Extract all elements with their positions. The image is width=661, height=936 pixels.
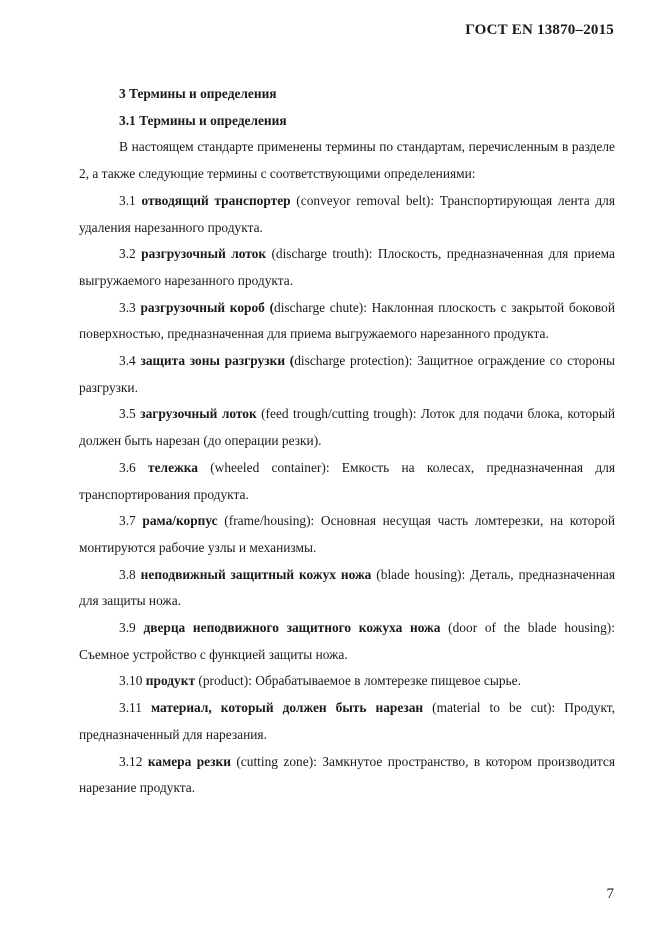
term-definition: (blade housing): Деталь, предназначенная для защиты ножа. [79, 566, 615, 609]
term-name: тележка [148, 459, 198, 475]
term-paragraph [79, 749, 615, 802]
term-definition: (discharge trouth): Плоскость, предназначенная для приема выгружаемого нарезанного продукта. [79, 246, 615, 288]
term-definition: discharge protection): Защитное ограждение со стороны разгрузки. [79, 353, 615, 395]
term-definition: (material to be cut): Продукт, предназначенный для нарезания. [79, 700, 615, 742]
term-name: рама/корпус [142, 513, 218, 529]
term-number: 3.4 [119, 353, 136, 369]
document-header: ГОСТ EN 13870–2015 [465, 22, 614, 38]
term-name: материал, который должен быть нарезан [151, 700, 424, 716]
term-name: загрузочный лоток [140, 406, 257, 422]
term-number: 3.6 [119, 459, 136, 475]
term-name: камера резки [147, 753, 231, 769]
intro-paragraph: В настоящем стандарте применены термины по стандартам, перечисленным в разделе 2, а также следующие термины с соответствующими определениями: [79, 139, 615, 182]
term-definition: (frame/housing): Основная несущая часть ломтерезки, на которой монтируются рабочие узлы и механизмы. [79, 513, 615, 555]
term-paragraph [79, 241, 615, 294]
term-paragraph [79, 508, 615, 561]
term-number: 3.12 [119, 753, 143, 769]
term-number: 3.3 [119, 299, 136, 315]
subsection-heading: 3.1 Термины и определения [119, 112, 287, 128]
term-name: защита зоны разгрузки ( [140, 353, 295, 369]
term-definition: (cutting zone): Замкнутое пространство, в котором производится нарезание продукта. [79, 753, 615, 796]
term-definition: (conveyor removal belt): Транспортирующая лента для удаления нарезанного продукта. [79, 192, 615, 235]
term-paragraph [79, 455, 615, 508]
term-paragraph [79, 188, 615, 241]
term-number: 3.11 [119, 700, 142, 716]
term-paragraph [79, 668, 615, 695]
term-number: 3.2 [119, 246, 136, 262]
term-number: 3.10 [119, 673, 143, 689]
term-definition: discharge chute): Наклонная плоскость с закрытой боковой поверхностью, предназначенная для приема выгружаемого нарезанного продукта. [79, 299, 615, 342]
page-number: 7 [606, 886, 614, 902]
term-name: разгрузочный короб ( [140, 299, 275, 315]
term-name: неподвижный защитный кожух ножа [140, 566, 372, 582]
term-number: 3.7 [119, 513, 136, 529]
term-number: 3.9 [119, 620, 136, 636]
term-paragraph [79, 695, 615, 748]
term-definition: (wheeled container): Емкость на колесах, предназначенная для транспортирования продукта. [79, 459, 615, 502]
term-name: отводящий транспортер [141, 192, 291, 208]
term-definition: (feed trough/cutting trough): Лоток для подачи блока, который должен быть нарезан (до операции резки). [79, 406, 615, 449]
term-number: 3.8 [119, 566, 136, 582]
term-name: продукт [145, 673, 196, 689]
document-body [79, 81, 615, 802]
term-definition: (door of the blade housing): Съемное устройство с функцией защиты ножа. [79, 620, 615, 662]
term-paragraph [79, 348, 615, 401]
term-paragraph [79, 615, 615, 668]
term-paragraph [79, 295, 615, 348]
section-heading: 3 Термины и определения [119, 86, 277, 101]
term-name: разгрузочный лоток [141, 246, 267, 262]
term-number: 3.1 [119, 192, 136, 208]
term-number: 3.5 [119, 406, 136, 422]
term-paragraph [79, 562, 615, 615]
term-definition: (product): Обрабатываемое в ломтерезке пищевое сырье. [195, 673, 521, 689]
term-paragraph [79, 401, 615, 454]
term-name: дверца неподвижного защитного кожуха ножа [143, 620, 441, 636]
